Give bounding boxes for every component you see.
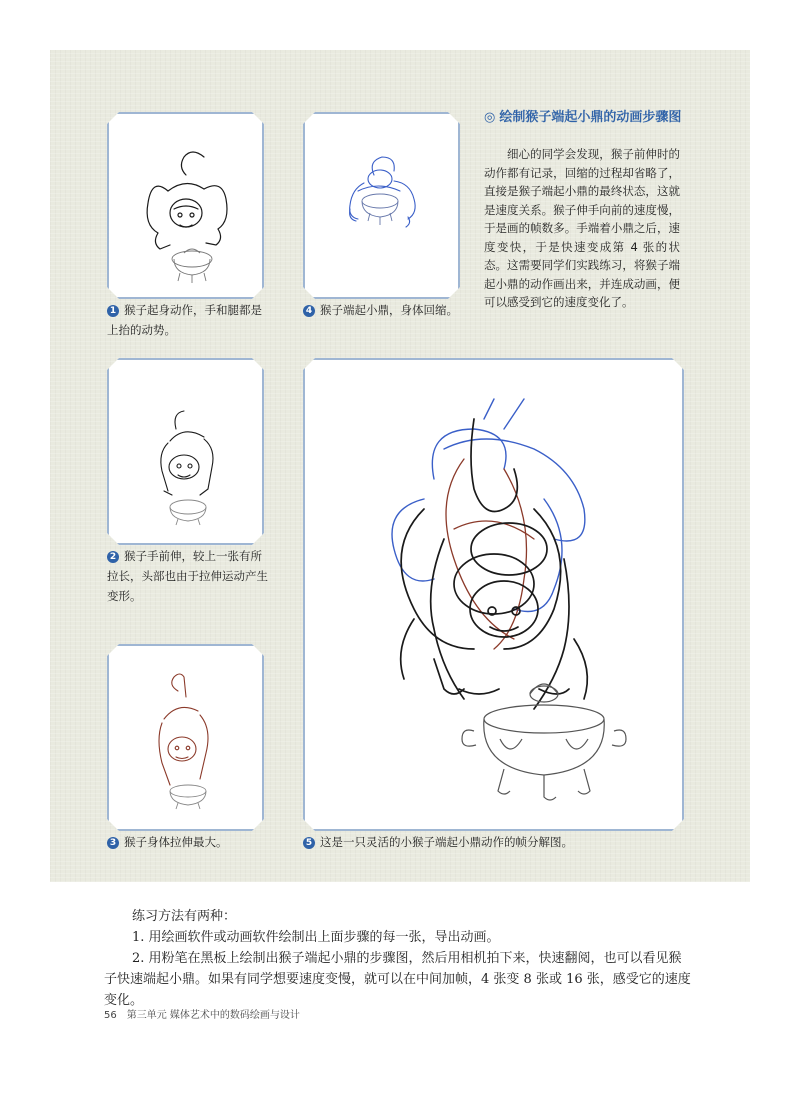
frame-caption-text: 猴子手前伸，较上一张有所拉长，头部也由于拉伸运动产生变形。 bbox=[107, 549, 268, 603]
page-number: 56 bbox=[104, 1010, 117, 1021]
page-footer bbox=[104, 1006, 300, 1021]
monkey-sketch-frame-2 bbox=[108, 359, 263, 544]
section-heading-text: 绘制猴子端起小鼎的动画步骤图 bbox=[499, 110, 682, 125]
frame-caption-3 bbox=[107, 832, 272, 852]
section-heading bbox=[484, 109, 681, 127]
practice-item-2: 2. 用粉笔在黑板上绘制出猴子端起小鼎的步骤图，然后用相机拍下来，快速翻阅，也可以看见猴子快速端起小鼎。如果有同学想要速度变慢，就可以在中间加帧，4 张变 8 张或 16 张，感受它的速度变化。 bbox=[104, 951, 691, 1008]
frame-card-4 bbox=[303, 112, 460, 299]
step-number-badge: 5 bbox=[303, 837, 315, 849]
step-number-badge: 2 bbox=[107, 551, 119, 563]
step-number-badge: 1 bbox=[107, 305, 119, 317]
frame-card-1 bbox=[107, 112, 264, 299]
frame-caption-text: 这是一只灵活的小猴子端起小鼎动作的帧分解图。 bbox=[320, 835, 573, 849]
frame-caption-text: 猴子起身动作，手和腿都是上抬的动势。 bbox=[107, 303, 262, 337]
section-body-text: 细心的同学会发现，猴子前伸时的动作都有记录，回缩的过程却省略了，直接是猴子端起小鼎的最终状态，这就是速度关系。猴子伸手向前的速度慢，于是画的帧数多。手端着小鼎之后，速度变快，于是快速变成第 4 张的状态。这需要同学们实践练习，将猴子端起小鼎的动作画出来，并连成动画，便可以感受到它的速度变化了。 bbox=[484, 147, 680, 309]
monkey-sketch-frame-3 bbox=[108, 645, 263, 830]
bullseye-icon: ◎ bbox=[484, 110, 496, 125]
frame-caption-2 bbox=[107, 546, 272, 606]
frame-caption-4 bbox=[303, 300, 473, 320]
frame-card-3 bbox=[107, 644, 264, 831]
frame-card-5 bbox=[303, 358, 684, 831]
frame-card-2 bbox=[107, 358, 264, 545]
frame-caption-5 bbox=[303, 832, 683, 852]
frame-caption-1 bbox=[107, 300, 267, 340]
frame-caption-text: 猴子身体拉伸最大。 bbox=[124, 835, 228, 849]
monkey-sketch-frame-1 bbox=[108, 113, 263, 298]
step-number-badge: 4 bbox=[303, 305, 315, 317]
step-number-badge: 3 bbox=[107, 837, 119, 849]
practice-intro: 练习方法有两种： bbox=[132, 909, 237, 924]
practice-item-1: 1. 用绘画软件或动画软件绘制出上面步骤的每一张，导出动画。 bbox=[132, 930, 500, 945]
frame-caption-text: 猴子端起小鼎，身体回缩。 bbox=[320, 303, 458, 317]
monkey-sketch-composite bbox=[304, 359, 683, 830]
monkey-sketch-frame-4 bbox=[304, 113, 459, 298]
unit-title: 第三单元 媒体艺术中的数码绘画与设计 bbox=[126, 1010, 300, 1021]
